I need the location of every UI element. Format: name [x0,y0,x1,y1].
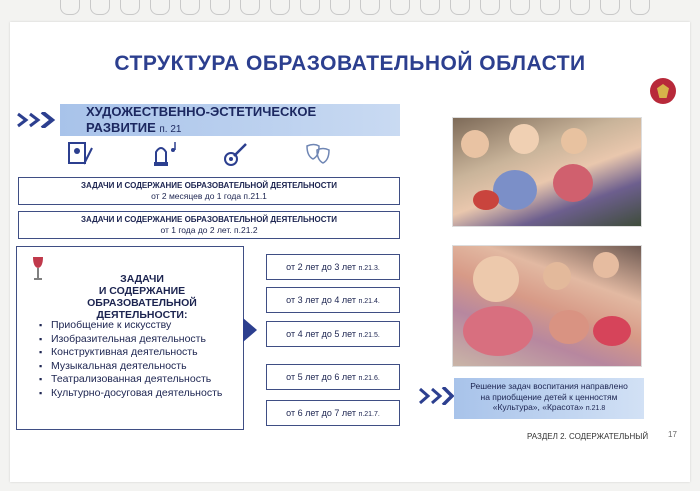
list-item: ▪ Изобразительная деятельность [39,333,222,347]
section-ref: п. 21 [159,124,182,135]
tasks-heading-line1: ЗАДАЧИ [120,273,164,285]
content-box-title: ЗАДАЧИ И СОДЕРЖАНИЕ ОБРАЗОВАТЕЛЬНОЙ ДЕЯТЕЛЬНОСТИ [81,215,337,224]
page-title: СТРУКТУРА ОБРАЗОВАТЕЛЬНОЙ ОБЛАСТИ [114,52,586,75]
result-line2: на приобщение детей к ценностям [480,391,618,402]
tasks-box [16,246,244,430]
footer-section-label: РАЗДЕЛ 2. СОДЕРЖАТЕЛЬНЫЙ [527,432,649,441]
list-item: ▪ Музыкальная деятельность [39,360,222,374]
content-box-age: от 1 года до 2 лет. п.21.2 [160,225,258,235]
content-box-age: от 2 месяцев до 1 года п.21.1 [151,191,267,201]
content-box-title: ЗАДАЧИ И СОДЕРЖАНИЕ ОБРАЗОВАТЕЛЬНОЙ ДЕЯТЕЛЬНОСТИ [81,181,337,190]
age-group-ref: п.21.5. [358,332,380,339]
page-number: 17 [668,430,677,439]
painting-icon [66,140,94,168]
theater-masks-icon [304,140,332,168]
age-group-box [266,400,400,426]
section-title-line1: ХУДОЖЕСТВЕННО-ЭСТЕТИЧЕСКОЕ [86,104,317,119]
result-box [454,378,644,419]
age-group-box [266,321,400,347]
photo-children-music [452,117,642,227]
age-group-label: от 4 лет до 5 лет [286,329,357,339]
tasks-heading [47,273,237,321]
age-group-ref: п.21.7. [358,411,380,418]
tasks-heading-line3: ДЕЯТЕЛЬНОСТИ: [96,309,188,321]
list-item: ▪ Конструктивная деятельность [39,346,222,360]
tasks-heading-line2: И СОДЕРЖАНИЕ ОБРАЗОВАТЕЛЬНОЙ [87,285,197,309]
chevrons-icon [418,387,454,405]
section-title [86,104,316,138]
age-group-label: от 2 лет до 3 лет [286,262,357,272]
pointer-arrow [243,318,257,342]
chevrons-icon [16,112,60,128]
guitar-icon [222,140,250,168]
music-box-icon [150,140,178,168]
list-item: ▪ Театрализованная деятельность [39,373,222,387]
list-item: ▪ Приобщение к искусству [39,319,222,333]
age-group-box [266,364,400,390]
photo-children-drawing [452,245,642,367]
tasks-list [39,319,222,400]
list-item: ▪ Культурно-досуговая деятельность [39,387,222,401]
age-group-ref: п.21.3. [358,265,380,272]
age-group-label: от 3 лет до 4 лет [286,295,357,305]
result-ref: п.21.8 [585,405,606,412]
age-group-label: от 6 лет до 7 лет [286,408,357,418]
age-group-box [266,254,400,280]
age-group-box [266,287,400,313]
content-box-toddler [18,211,400,239]
result-line1: Решение задач воспитания направлено [470,381,628,391]
age-group-ref: п.21.4. [358,298,380,305]
section-title-line2: РАЗВИТИЕ [86,120,156,135]
wine-glass-icon [31,255,45,281]
age-group-ref: п.21.6. [358,375,380,382]
spiral-binding [0,0,700,22]
result-line3: «Культура», «Красота» [492,402,584,412]
age-group-label: от 5 лет до 6 лет [286,372,357,382]
emblem-icon [650,78,676,104]
content-box-infant [18,177,400,205]
